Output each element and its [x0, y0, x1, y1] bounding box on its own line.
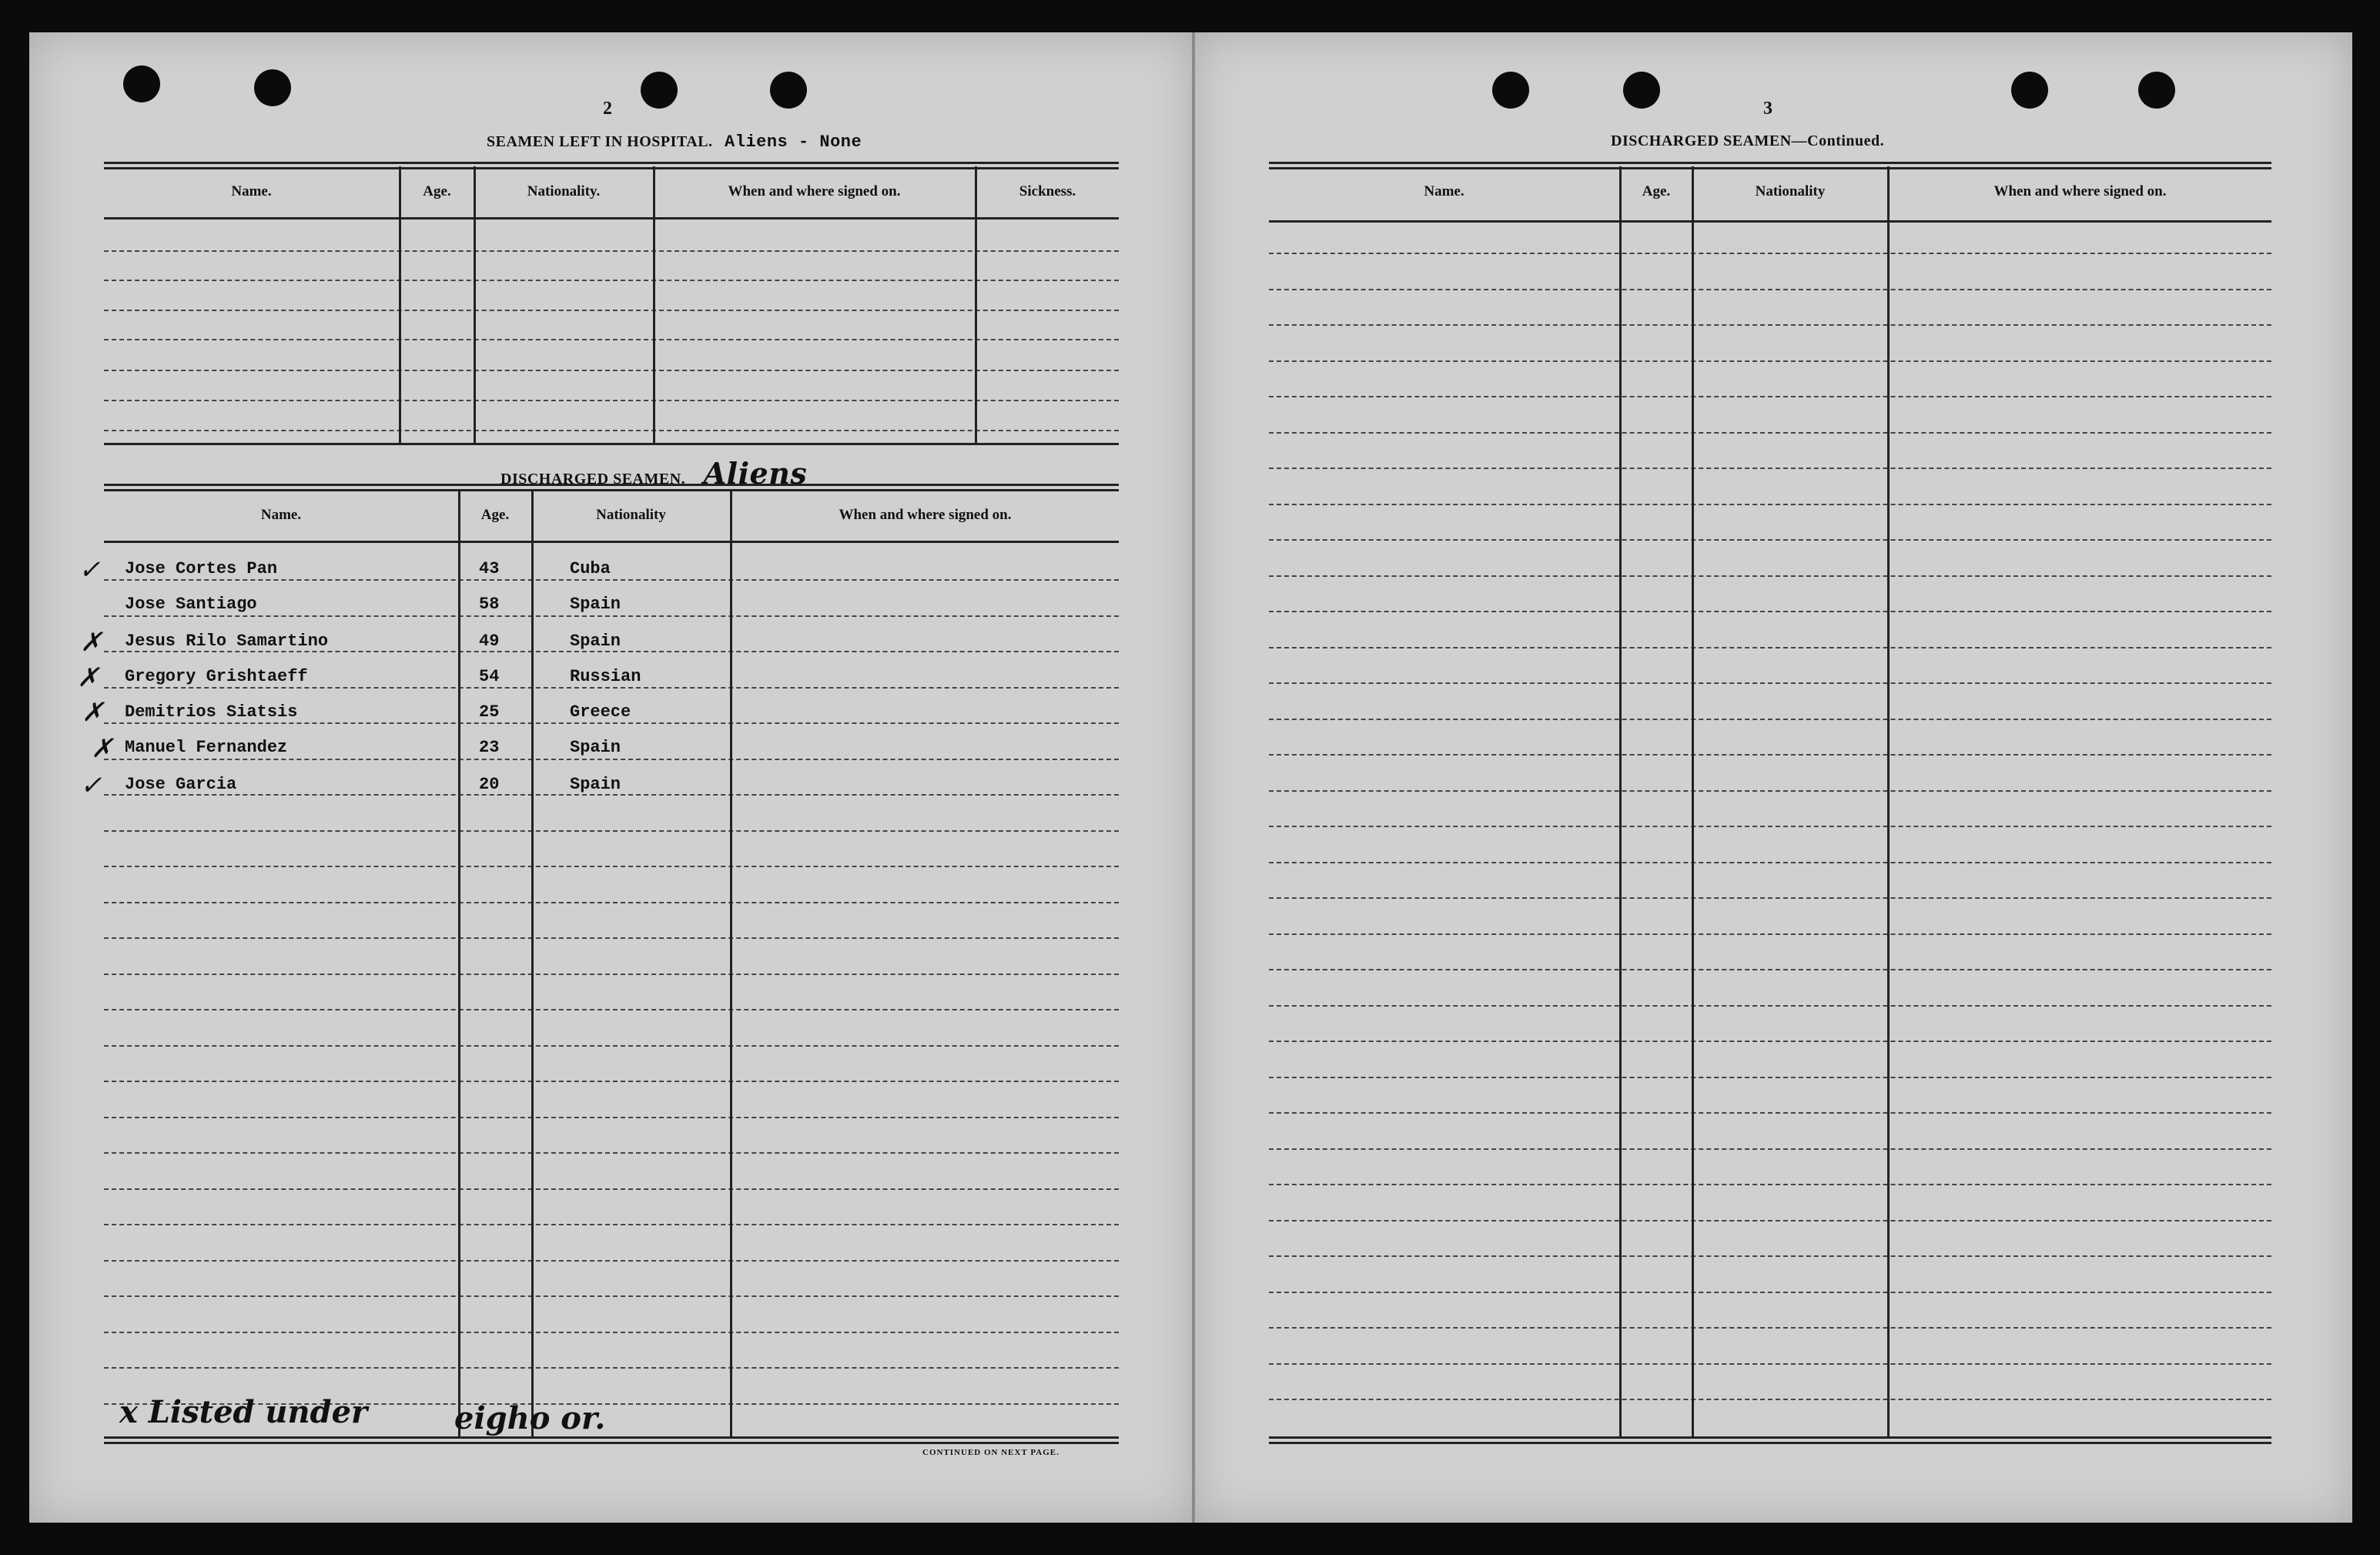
dotted-line	[1269, 933, 2271, 935]
hospital-col-divider	[653, 166, 655, 444]
dotted-line	[104, 937, 1119, 939]
seaman-name: Demitrios Siatsis	[125, 702, 298, 722]
seaman-age: 25	[479, 702, 500, 722]
punch-hole	[2138, 72, 2175, 109]
dotted-line	[104, 400, 1119, 401]
discharged-col-name: Name.	[260, 507, 302, 523]
dotted-line	[1269, 862, 2271, 863]
dotted-line	[104, 1188, 1119, 1190]
right-table-bottom-rule	[1269, 1436, 2271, 1444]
dotted-line	[1269, 647, 2271, 648]
hospital-col-sickness: Sickness.	[1019, 183, 1076, 199]
dotted-line	[1269, 682, 2271, 684]
dotted-line	[104, 579, 1119, 581]
dotted-line	[104, 902, 1119, 903]
dotted-line	[1269, 1399, 2271, 1400]
hospital-table-bottom-rule	[104, 443, 1119, 445]
dotted-line	[1269, 539, 2271, 541]
hospital-section-title	[487, 132, 862, 152]
dotted-line	[104, 866, 1119, 867]
check-mark: ✗	[80, 627, 102, 658]
dotted-line	[104, 615, 1119, 617]
dotted-line	[104, 1332, 1119, 1333]
check-mark: ✗	[82, 697, 104, 728]
page-number-left: 2	[603, 99, 612, 119]
seaman-age: 43	[479, 559, 500, 578]
seaman-age: 58	[479, 595, 500, 614]
right-col-name: Name.	[1424, 183, 1464, 199]
check-mark: ✓	[79, 555, 101, 585]
dotted-line	[1269, 1255, 2271, 1257]
seaman-nationality: Russian	[570, 667, 641, 686]
dotted-line	[104, 687, 1119, 689]
dotted-line	[1269, 432, 2271, 434]
dotted-line	[104, 1081, 1119, 1082]
page-fold	[1192, 32, 1195, 1523]
dotted-line	[1269, 360, 2271, 362]
punch-hole	[1492, 72, 1529, 109]
seaman-name: Manuel Fernandez	[125, 738, 288, 757]
dotted-line	[104, 310, 1119, 311]
discharged-col-divider	[730, 490, 732, 1437]
hospital-col-age: Age.	[423, 183, 451, 199]
dotted-line	[1269, 253, 2271, 254]
dotted-line	[1269, 826, 2271, 827]
discharged-col-nationality: Nationality	[596, 507, 666, 523]
dotted-line	[1269, 324, 2271, 326]
punch-hole	[770, 72, 807, 109]
right-col-age: Age.	[1642, 183, 1671, 199]
discharged-col-divider	[458, 490, 460, 1437]
dotted-line	[104, 280, 1119, 281]
right-col-divider	[1692, 166, 1694, 1437]
dotted-line	[1269, 1327, 2271, 1329]
dotted-line	[104, 1367, 1119, 1369]
dotted-line	[1269, 969, 2271, 970]
dotted-line	[1269, 289, 2271, 290]
dotted-line	[104, 794, 1119, 796]
discharged-col-age: Age.	[480, 507, 510, 523]
dotted-line	[1269, 575, 2271, 577]
dotted-line	[104, 974, 1119, 975]
dotted-line	[104, 1009, 1119, 1010]
dotted-line	[104, 339, 1119, 340]
dotted-line	[104, 1045, 1119, 1047]
right-table-top-rule	[1269, 162, 2271, 169]
dotted-line	[104, 1295, 1119, 1297]
dotted-line	[104, 1224, 1119, 1225]
hospital-col-divider	[975, 166, 977, 444]
seaman-nationality: Spain	[570, 632, 621, 651]
dotted-line	[104, 1117, 1119, 1118]
discharged-table-top-rule	[104, 484, 1119, 491]
dotted-line	[104, 430, 1119, 431]
dotted-line	[1269, 790, 2271, 792]
dotted-line	[1269, 611, 2271, 612]
dotted-line	[1269, 897, 2271, 899]
handwritten-note: x Listed under	[119, 1394, 368, 1430]
discharged-annotation: Aliens	[703, 456, 808, 491]
hospital-col-signed-on: When and where signed on.	[728, 183, 901, 199]
dotted-line	[1269, 1005, 2271, 1007]
check-mark: ✗	[77, 662, 99, 693]
dotted-line	[1269, 1363, 2271, 1365]
dotted-line	[1269, 754, 2271, 756]
check-mark: ✗	[91, 733, 113, 764]
seaman-age: 23	[479, 738, 500, 757]
seaman-nationality: Spain	[570, 738, 621, 757]
discharged-title-text: DISCHARGED SEAMEN.	[500, 471, 686, 488]
dotted-line	[1269, 1041, 2271, 1042]
dotted-line	[104, 1152, 1119, 1154]
dotted-line	[1269, 504, 2271, 505]
discharged-header-rule	[104, 541, 1119, 543]
punch-hole	[1623, 72, 1660, 109]
seaman-nationality: Cuba	[570, 559, 611, 578]
seaman-age: 20	[479, 775, 500, 794]
seaman-nationality: Spain	[570, 595, 621, 614]
right-col-divider	[1887, 166, 1890, 1437]
dotted-line	[1269, 396, 2271, 397]
punch-hole	[123, 65, 160, 102]
dotted-line	[104, 1260, 1119, 1262]
right-col-divider	[1619, 166, 1622, 1437]
continued-note: CONTINUED ON NEXT PAGE.	[922, 1448, 1059, 1457]
seaman-name: Jose Garcia	[125, 775, 237, 794]
seaman-name: Jose Santiago	[125, 595, 257, 614]
hospital-col-divider	[399, 166, 401, 444]
seaman-age: 54	[479, 667, 500, 686]
hospital-title-text: SEAMEN LEFT IN HOSPITAL.	[487, 133, 713, 150]
right-col-signed-on: When and where signed on.	[1993, 183, 2167, 199]
dotted-line	[1269, 719, 2271, 720]
right-section-title: DISCHARGED SEAMEN—Continued.	[1611, 132, 1885, 149]
dotted-line	[1269, 468, 2271, 469]
discharged-table-bottom-rule	[104, 1436, 1119, 1444]
hospital-col-name: Name.	[231, 183, 272, 199]
discharged-col-divider	[531, 490, 534, 1437]
hospital-col-nationality: Nationality.	[527, 183, 601, 199]
discharged-col-signed-on: When and where signed on.	[839, 507, 1012, 523]
dotted-line	[104, 250, 1119, 252]
check-mark: ✓	[80, 770, 102, 801]
right-page	[1193, 32, 2352, 1523]
seaman-name: Gregory Grishtaeff	[125, 667, 308, 686]
dotted-line	[104, 759, 1119, 760]
page-number-right: 3	[1763, 99, 1772, 119]
punch-hole	[254, 69, 291, 106]
seaman-nationality: Spain	[570, 775, 621, 794]
dotted-line	[104, 651, 1119, 652]
dotted-line	[104, 722, 1119, 724]
dotted-line	[1269, 1112, 2271, 1114]
hospital-annotation: Aliens - None	[725, 132, 862, 152]
hospital-header-rule	[104, 217, 1119, 220]
hospital-table-top-rule	[104, 162, 1119, 169]
hospital-col-divider	[474, 166, 476, 444]
dotted-line	[1269, 1148, 2271, 1150]
punch-hole	[2011, 72, 2048, 109]
dotted-line	[104, 370, 1119, 371]
dotted-line	[1269, 1184, 2271, 1185]
dotted-line	[1269, 1292, 2271, 1293]
dotted-line	[1269, 1220, 2271, 1222]
dotted-line	[104, 830, 1119, 832]
punch-hole	[641, 72, 678, 109]
seaman-age: 49	[479, 632, 500, 651]
right-header-rule	[1269, 220, 2271, 223]
seaman-name: Jose Cortes Pan	[125, 559, 278, 578]
seaman-nationality: Greece	[570, 702, 631, 722]
handwritten-note-2: eigho or.	[454, 1400, 606, 1436]
dotted-line	[1269, 1077, 2271, 1078]
right-col-nationality: Nationality	[1755, 183, 1826, 199]
seaman-name: Jesus Rilo Samartino	[125, 632, 329, 651]
